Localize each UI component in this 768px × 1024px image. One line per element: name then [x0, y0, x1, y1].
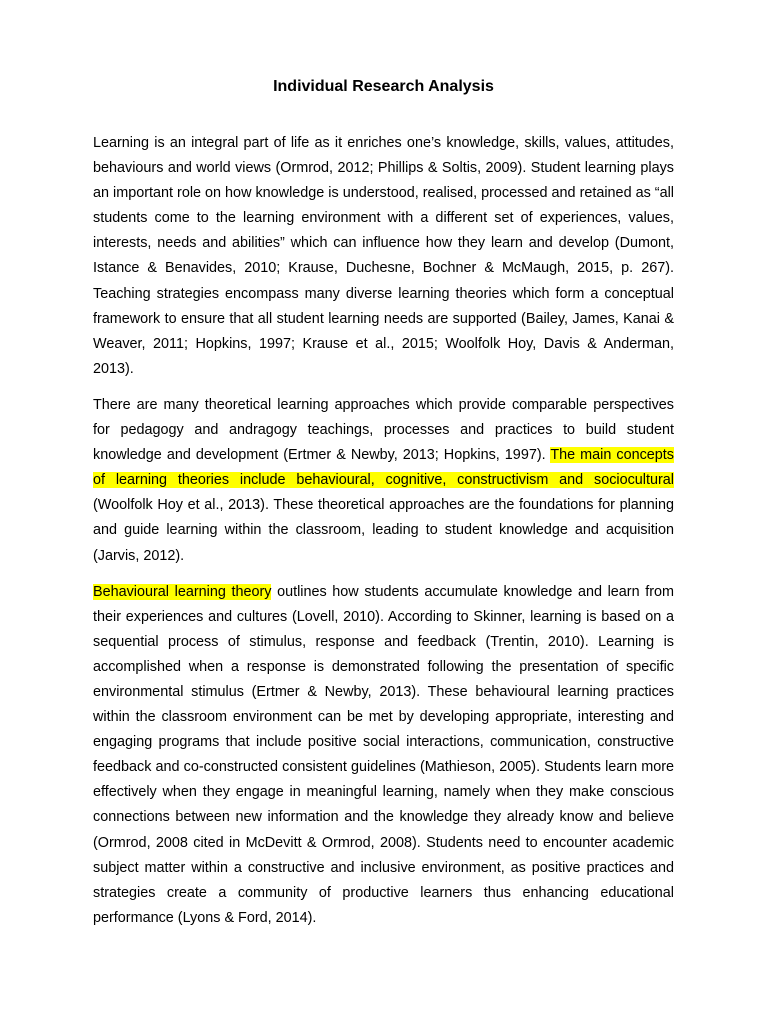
paragraph-1-text: Learning is an integral part of life as it enriches one’s knowledge, skills, values, attitudes, behaviours and world views (Ormrod, 2012; Phillips & Soltis, 2009). Student learning plays an important role on how knowledge is understood, realised, processed and retained as “all students come to the learning environment with a different set of experiences, values, interests, needs and abilities” which can influence how they learn and develop (Dumont, Istance & Benavides, 2010; Krause, Duchesne, Bochner & McMaugh, 2015, p. 267). Teaching strategies encompass many diverse learning theories which form a conceptual framework to ensure that all student learning needs are supported (Bailey, James, Kanai & Weaver, 2011; Hopkins, 1997; Krause et al., 2015; Woolfolk Hoy, Davis & Anderman, 2013). [93, 135, 674, 377]
highlighted-learning-theories-text: The main concepts of learning theories include behavioural, cognitive, constructivism and sociocultural [93, 447, 674, 489]
paragraph-2-text-a: There are many theoretical learning approaches which provide comparable perspectives for pedagogy and andragogy teachings, processes and practices to build student knowledge and development (Ertmer & Newby, 2013; Hopkins, 1997). [93, 396, 674, 464]
document-title: Individual Research Analysis [273, 78, 494, 95]
paragraph-1 [93, 131, 674, 382]
paragraph-2 [93, 393, 674, 569]
highlighted-behavioural-theory-text: Behavioural learning theory [93, 583, 272, 600]
paragraph-3 [93, 580, 674, 931]
paragraph-3-text: outlines how students accumulate knowledge and learn from their experiences and cultures (Lovell, 2010). According to Skinner, learning is based on a sequential process of stimulus, response and feedback (Trentin, 2010). Learning is accomplished when a response is demonstrated following the presentation of specific environmental stimulus (Ertmer & Newby, 2013). These behavioural learning practices within the classroom environment can be met by developing appropriate, interesting and engaging programs that include positive social interactions, communication, constructive feedback and co-constructed consistent guidelines (Mathieson, 2005). Students learn more effectively when they engage in meaningful learning, namely when they make conscious connections between new information and the knowledge they already know and believe (Ormrod, 2008 cited in McDevitt & Ormrod, 2008). Students need to encounter academic subject matter within a constructive and inclusive environment, as positive practices and strategies create a community of productive learners thus enhancing educational performance (Lyons & Ford, 2014). [93, 583, 675, 926]
paragraph-2-text-b: (Woolfolk Hoy et al., 2013). These theoretical approaches are the foundations for planning and guide learning within the classroom, leading to student knowledge and acquisition (Jarvis, 2012). [93, 497, 674, 564]
